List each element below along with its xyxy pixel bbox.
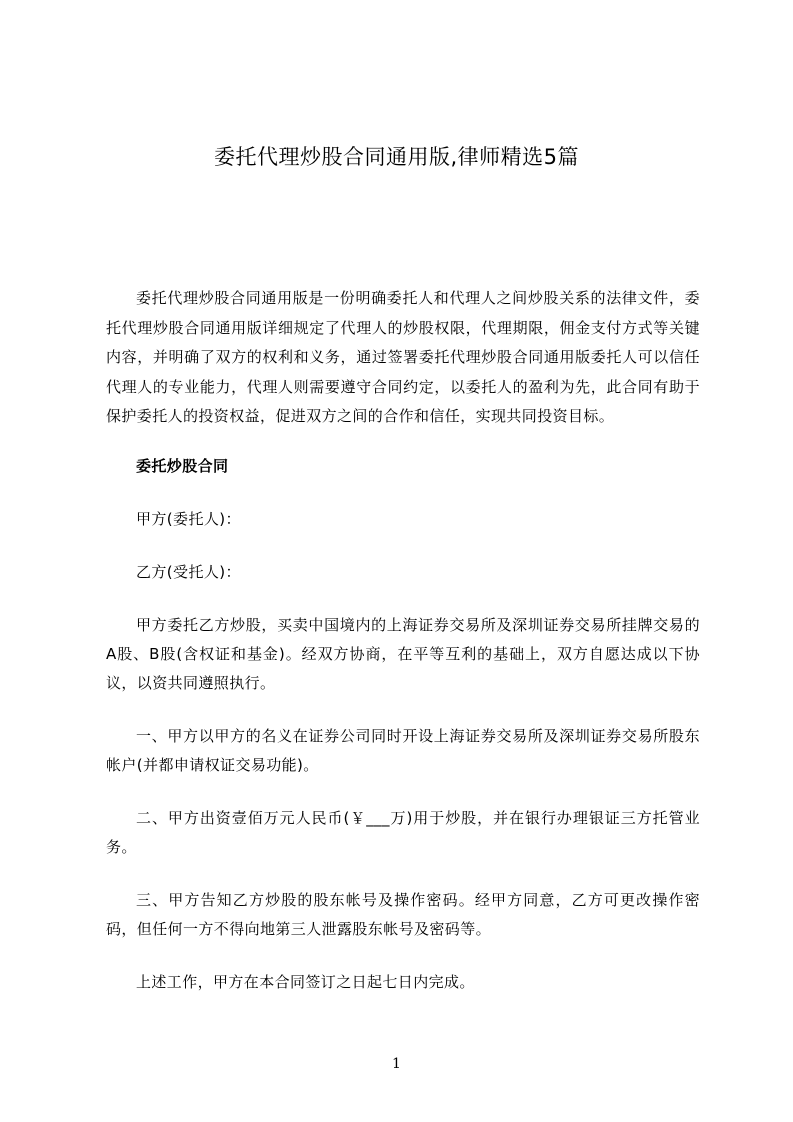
section-heading: 委托炒股合同 bbox=[136, 456, 229, 475]
clause-paragraph: 二、甲方出资壹佰万元人民币(￥___万)用于炒股，并在银行办理银证三方托管业务。 bbox=[106, 808, 700, 856]
document-body bbox=[106, 284, 700, 997]
preamble-paragraph: 甲方委托乙方炒股，买卖中国境内的上海证券交易所及深圳证券交易所挂牌交易的A股、B股(含权证和基金)。经双方协商，在平等互利的基础上，双方自愿达成以下协议，以资共同遵照执行。 bbox=[106, 615, 700, 692]
party-b-line: 乙方(受托人)： bbox=[136, 562, 241, 581]
page-number: 1 bbox=[392, 1056, 401, 1072]
party-a-line: 甲方(委托人)： bbox=[136, 509, 241, 528]
intro-paragraph: 委托代理炒股合同通用版是一份明确委托人和代理人之间炒股关系的法律文件，委托代理炒股合同通用版详细规定了代理人的炒股权限，代理期限，佣金支付方式等关键内容，并明确了双方的权利和义务，通过签署委托代理炒股合同通用版委托人可以信任代理人的专业能力，代理人则需要遵守合同约定，以委托人的盈利为先，此合同有助于保护委托人的投资权益，促进双方之间的合作和信任，实现共同投资目标。 bbox=[106, 289, 700, 425]
document-title: 委托代理炒股合同通用版,律师精选5篇 bbox=[213, 145, 580, 169]
clause-paragraph: 三、甲方告知乙方炒股的股东帐号及操作密码。经甲方同意，乙方可更改操作密码，但任何一方不得向地第三人泄露股东帐号及密码等。 bbox=[106, 890, 700, 938]
clause-paragraph: 一、甲方以甲方的名义在证券公司同时开设上海证券交易所及深圳证券交易所股东帐户(并都申请权证交易功能)。 bbox=[106, 726, 700, 774]
completion-note: 上述工作，甲方在本合同签订之日起七日内完成。 bbox=[136, 972, 475, 991]
